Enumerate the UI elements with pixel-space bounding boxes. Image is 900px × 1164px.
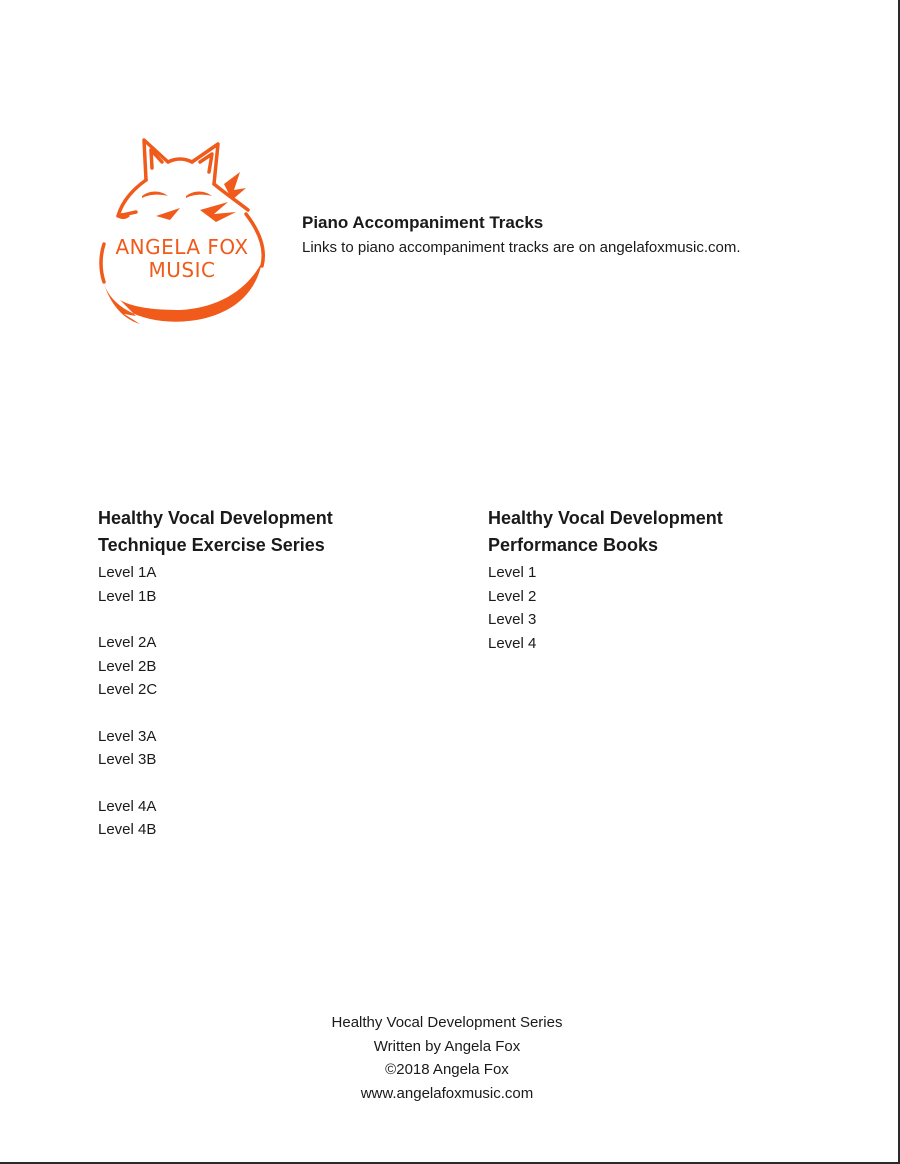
piano-tracks-description: Links to piano accompaniment tracks are on angelafoxmusic.com. [302, 239, 741, 256]
level-item: Level 4B [98, 821, 157, 838]
level-item: Level 3 [488, 611, 537, 628]
footer-author: Written by Angela Fox [373, 1037, 521, 1055]
performance-level-list [488, 561, 723, 655]
level-item: Level 4A [98, 797, 157, 815]
level-item: Level 2A [98, 634, 157, 651]
performance-books-column [488, 505, 723, 655]
technique-series-title [98, 505, 333, 559]
level-item: Level 4 [488, 634, 537, 652]
footer-copyright: ©2018 Angela Fox [385, 1061, 509, 1078]
technique-title-line-2: Technique Exercise Series [98, 535, 325, 555]
piano-tracks-title: Piano Accompaniment Tracks [302, 213, 544, 232]
level-item: Level 2C [98, 681, 158, 698]
level-item: Level 3B [98, 751, 157, 768]
fox-logo-icon [96, 132, 268, 328]
level-group-4 [98, 795, 333, 842]
logo-line-2: MUSIC [148, 258, 216, 282]
technique-title-line-1: Healthy Vocal Development [98, 508, 333, 528]
level-item: Level 1 [488, 564, 537, 581]
footer-series: Healthy Vocal Development Series [331, 1014, 563, 1031]
level-item: Level 2B [98, 657, 157, 675]
logo-wordmark [96, 236, 268, 282]
level-group-3 [98, 725, 333, 772]
footer [0, 1011, 894, 1105]
piano-tracks-section [302, 212, 741, 258]
technique-series-column [98, 505, 333, 842]
logo-line-1: ANGELA FOX [115, 235, 249, 259]
level-item: Level 1A [98, 564, 157, 581]
performance-title-line-1: Healthy Vocal Development [488, 508, 723, 528]
angela-fox-music-logo [96, 132, 268, 328]
level-group-2 [98, 631, 333, 702]
footer-website: www.angelafoxmusic.com [360, 1084, 534, 1102]
performance-books-title [488, 505, 723, 559]
level-item: Level 2 [488, 587, 537, 605]
level-group-1 [98, 561, 333, 608]
level-item: Level 3A [98, 727, 157, 745]
level-item: Level 1B [98, 587, 157, 605]
performance-title-line-2: Performance Books [488, 535, 659, 555]
